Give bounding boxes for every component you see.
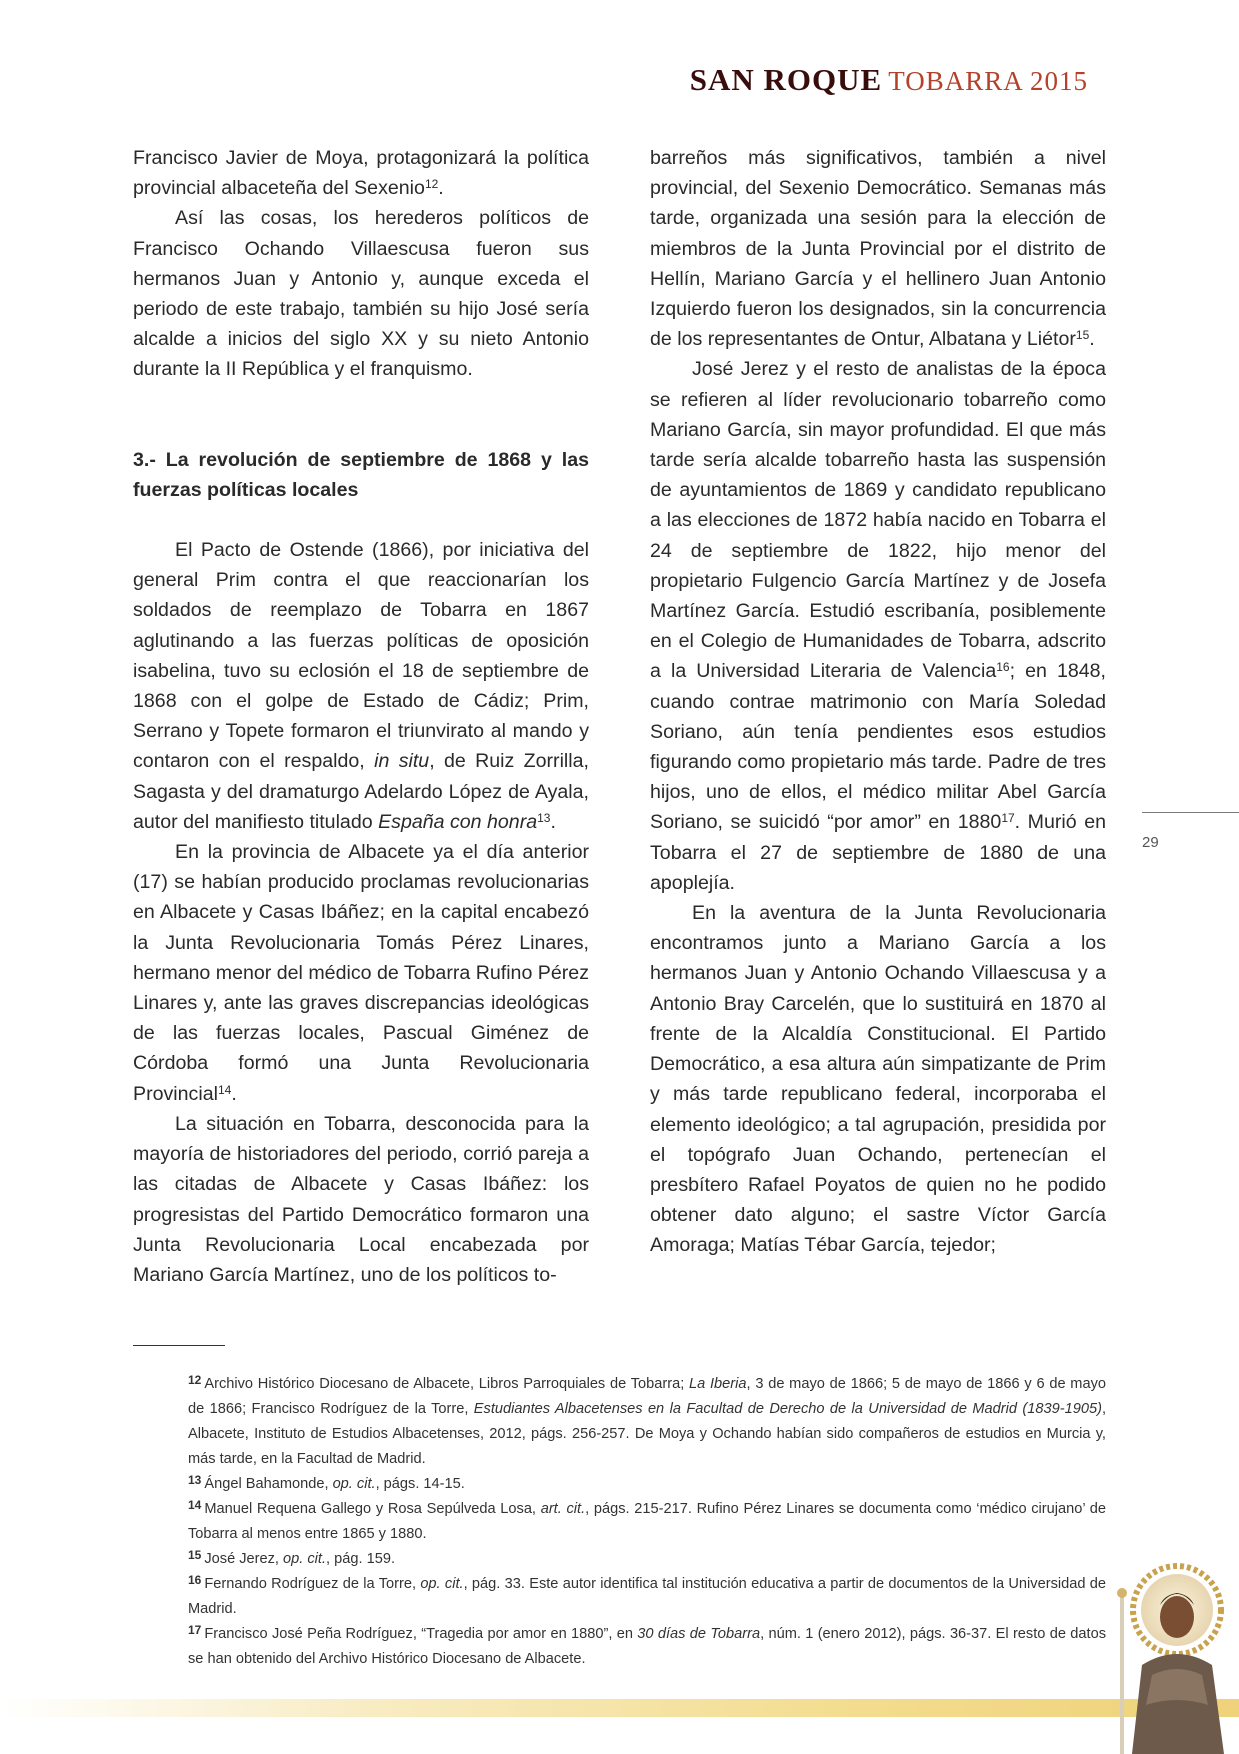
footnote-ref: 14 (217, 1082, 232, 1097)
running-header (690, 62, 1088, 98)
right-column (650, 143, 1106, 1261)
footnote-divider (133, 1345, 225, 1346)
footnote-ref: 15 (1075, 328, 1090, 343)
footnote-13: $^{13}$ Ángel Bahamonde, op. cit., págs. 14-15. (188, 1473, 465, 1492)
paragraph: José Jerez y el resto de analistas de la época se refieren al líder revolucionario tobarreño como Mariano García, sin mayor profundidad. El que más tarde sería alcalde tobarreño hasta las suspensión de ayuntamientos de 1869 y candidato republicano a las elecciones de 1872 había nacido en Tobarra el 24 de septiembre de 1822, hijo menor del propietario Fulgencio García Martínez y de Josefa Martínez García. Estudió escribanía, posiblemente en el Colegio de Humanidades de Tobarra, adscrito a la Universidad Literaria de Valencia$^{16}$; en 1848, cuando contrae matrimonio con María Soledad Soriano, aún tenía pendientes esos estudios figurando como propietario más tarde. Padre de tres hijos, uno de ellos, el médico militar Abel García Soriano, se suicidó “por amor” en 1880$^{17}$. Murió en Tobarra el 27 de septiembre de 1880 de una apoplejía. (650, 358, 1106, 894)
paragraph: En la aventura de la Junta Revolucionaria encontramos junto a Mariano García a los hermanos Juan y Antonio Ochando Villaescusa y a Antonio Bray Carcelén, que lo sustituirá en 1870 al frente de la Alcaldía Constitucional. El Partido Democrático, a esa altura aún simpatizante de Prim y más tarde republicano federal, incorporaba el elemento ideológico; a tal agrupación, presidida por el topógrafo Juan Ochando, pertenecían el presbítero Rafael Poyatos de quien no he podido obtener dato alguno; el sastre Víctor García Amoraga; Matías Tébar García, tejedor; (650, 902, 1106, 1257)
left-column (133, 143, 589, 1290)
footnote-ref: 13 (537, 810, 551, 825)
paragraph: La situación en Tobarra, desconocida para la mayoría de historiadores del periodo, corrió pareja a las citadas de Albacete y Casas Ibáñez: los progresistas del Partido Democrático formaron una Junta Revolucionaria Local encabezada por Mariano García Martínez, uno de los políticos to- (133, 1112, 589, 1286)
header-subtitle: TOBARRA 2015 (888, 66, 1088, 96)
paragraph: El Pacto de Ostende (1866), por iniciativa del general Prim contra el que reaccionarían los soldados de reemplazo de Tobarra en 1867 aglutinando a las fuerzas políticas de oposición isabelina, tuvo su eclosión el 18 de septiembre de 1868 con el golpe de Estado de Cádiz; Prim, Serrano y Topete formaron el triunvirato al mando y contaron con el respaldo, in situ, de Ruiz Zorrilla, Sagasta y del dramaturgo Adelardo López de Ayala, autor del manifiesto titulado España con honra$^{13}$. (133, 539, 589, 833)
paragraph: barreños más significativos, también a nivel provincial, del Sexenio Democrático. Semanas más tarde, organizada una sesión para la elección de miembros de la Junta Provincial por el distrito de Hellín, Mariano García y el hellinero Juan Antonio Izquierdo fueron los designados, sin la concurrencia de los representantes de Ontur, Albatana y Liétor$^{15}$. (650, 147, 1106, 351)
section-heading: 3.- La revolución de septiembre de 1868 y las fuerzas políticas locales (133, 448, 589, 501)
footnote-ref: 12 (424, 177, 439, 192)
footnote-ref: 17 (1001, 811, 1015, 826)
footnote-14: $^{14}$ Manuel Requena Gallego y Rosa Sepúlveda Losa, art. cit., págs. 215-217. Rufino Pérez Linares se documenta como ‘médico cirujano’ de Tobarra al menos entre 1865 y 1880. (188, 1498, 1106, 1542)
paragraph: En la provincia de Albacete ya el día anterior (17) se habían producido proclamas revolucionarias en Albacete y Casas Ibáñez; en la capital encabezó la Junta Revolucionaria Tomás Pérez Linares, hermano menor del médico de Tobarra Rufino Pérez Linares y, ante las graves discrepancias ideológicas de las fuerzas locales, Pascual Giménez de Córdoba formó una Junta Revolucionaria Provincial$^{14}$. (133, 841, 589, 1105)
footnote-17: $^{17}$ Francisco José Peña Rodríguez, “Tragedia por amor en 1880”, en 30 días de Tobarra, núm. 1 (enero 2012), págs. 36-37. El resto de datos se han obtenido del Archivo Histórico Diocesano de Albacete. (188, 1623, 1106, 1667)
decorative-bottom-band (0, 1699, 1239, 1717)
footnote-15: $^{15}$ José Jerez, op. cit., pág. 159. (188, 1548, 396, 1567)
paragraph: Francisco Javier de Moya, protagonizará la política provincial albaceteña del Sexenio$^{12}$. (133, 147, 589, 200)
footnote-16: $^{16}$ Fernando Rodríguez de la Torre, op. cit., pág. 33. Este autor identifica tal institución educativa a partir de documentos de la Universidad de Madrid. (188, 1573, 1106, 1617)
paragraph: Así las cosas, los herederos políticos de Francisco Ochando Villaescusa fueron sus hermanos Juan y Antonio y, aunque exceda el periodo de este trabajo, también su hijo José sería alcalde a inicios del siglo XX y su nieto Antonio durante la II República y el franquismo. (133, 207, 589, 381)
page-number: 29 (1142, 834, 1159, 851)
footnote-ref: 16 (996, 660, 1010, 675)
margin-rule (1142, 812, 1239, 813)
saint-figure-image (1112, 1555, 1239, 1754)
footnotes (188, 1372, 1106, 1672)
footnote-12: $^{12}$ Archivo Histórico Diocesano de Albacete, Libros Parroquiales de Tobarra; La Iberia, 3 de mayo de 1866; 5 de mayo de 1866 y 6 de mayo de 1866; Francisco Rodríguez de la Torre, Estudiantes Albacetenses en la Facultad de Derecho de la Universidad de Madrid (1839-1905), Albacete, Instituto de Estudios Albacetenses, 2012, págs. 256-257. De Moya y Ochando habían sido compañeros de estudios en Murcia y, más tarde, en la Facultad de Madrid. (188, 1373, 1106, 1467)
header-title: SAN ROQUE (689, 62, 883, 97)
